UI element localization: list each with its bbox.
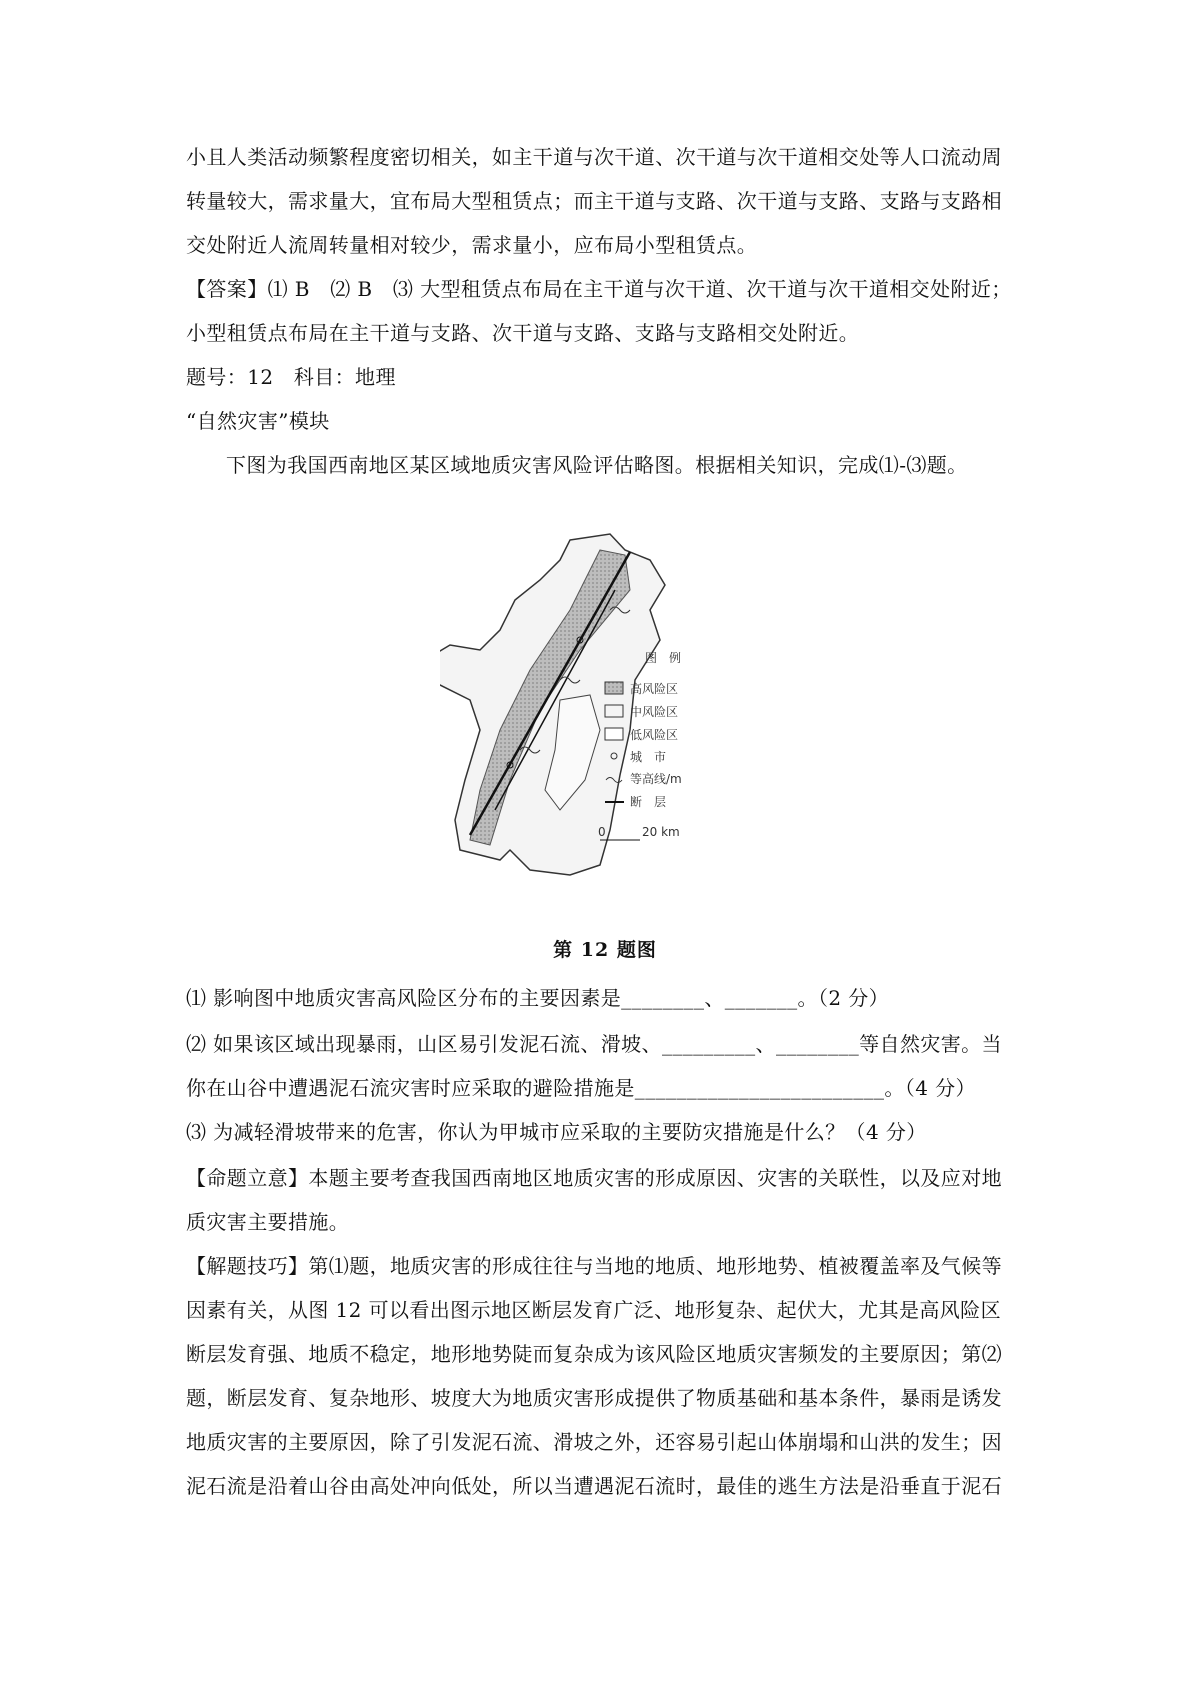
paragraph-line: 交处附近人流周转量相对较少，需求量小，应布局小型租赁点。 <box>186 233 758 257</box>
paragraph-line: 转量较大，需求量大，宜布局大型租赁点；而主干道与支路、次干道与支路、支路与支路相 <box>186 189 1002 213</box>
scale-zero: 0 <box>598 825 606 839</box>
question-1: ⑴ 影响图中地质灾害高风险区分布的主要因素是________、_______。（2 分） <box>186 986 890 1010</box>
legend-label: 城 市 <box>630 750 667 764</box>
paragraph-line: 【命题立意】本题主要考查我国西南地区地质灾害的形成原因、灾害的关联性，以及应对地 <box>186 1166 1002 1190</box>
legend-label: 低风险区 <box>630 728 679 742</box>
legend-title: 图 例 <box>645 651 682 665</box>
legend-swatch-medium <box>605 705 623 717</box>
paragraph-line: 【解题技巧】第⑴题，地质灾害的形成往往与当地的地质、地形地势、植被覆盖率及气候等 <box>186 1254 1002 1278</box>
paragraph-line: 因素有关，从图 12 可以看出图示地区断层发育广泛、地形复杂、起伏大，尤其是高风险区 <box>186 1298 1001 1322</box>
hazard-map <box>440 530 770 930</box>
question-header: 题号：12 科目：地理 <box>186 365 396 389</box>
legend-label: 断 层 <box>630 795 667 809</box>
answer-line: 【答案】⑴ B ⑵ B ⑶ 大型租赁点布局在主干道与次干道、次干道与次干道相交处附近； <box>186 277 1012 301</box>
question-2: ⑵ 如果该区域出现暴雨，山区易引发泥石流、滑坡、_________、________等自然灾害。当 <box>186 1032 1002 1056</box>
paragraph-line: 小且人类活动频繁程度密切相关，如主干道与次干道、次干道与次干道相交处等人口流动周 <box>186 145 1002 169</box>
legend-label: 高风险区 <box>630 682 679 696</box>
legend-swatch-low <box>605 728 623 740</box>
paragraph-line: 断层发育强、地质不稳定，地形地势陡而复杂成为该风险区地质灾害频发的主要原因；第⑵ <box>186 1342 1002 1366</box>
paragraph-line: 泥石流是沿着山谷由高处冲向低处，所以当遭遇泥石流时，最佳的逃生方法是沿垂直于泥石 <box>186 1474 1002 1498</box>
paragraph-line: 地质灾害的主要原因，除了引发泥石流、滑坡之外，还容易引起山体崩塌和山洪的发生；因 <box>186 1430 1002 1454</box>
module-title: “自然灾害”模块 <box>186 409 330 433</box>
legend-label: 等高线/m <box>630 772 682 786</box>
question-2-cont: 你在山谷中遭遇泥石流灾害时应采取的避险措施是________________________。（4 分） <box>186 1076 976 1100</box>
scale-label: 20 km <box>642 825 680 839</box>
question-3: ⑶ 为减轻滑坡带来的危害，你认为甲城市应采取的主要防灾措施是什么？（4 分） <box>186 1120 927 1144</box>
legend-swatch-high <box>605 682 623 694</box>
legend-label: 中风险区 <box>630 705 679 719</box>
paragraph-line: 题，断层发育、复杂地形、坡度大为地质灾害形成提供了物质基础和基本条件，暴雨是诱发 <box>186 1386 1002 1410</box>
figure-caption: 第 12 题图 <box>553 939 657 961</box>
question-intro: 下图为我国西南地区某区域地质灾害风险评估略图。根据相关知识，完成⑴-⑶题。 <box>226 453 968 477</box>
hazard-map-figure <box>440 530 770 970</box>
paragraph-line: 质灾害主要措施。 <box>186 1210 350 1234</box>
answer-line: 小型租赁点布局在主干道与支路、次干道与支路、支路与支路相交处附近。 <box>186 321 860 345</box>
